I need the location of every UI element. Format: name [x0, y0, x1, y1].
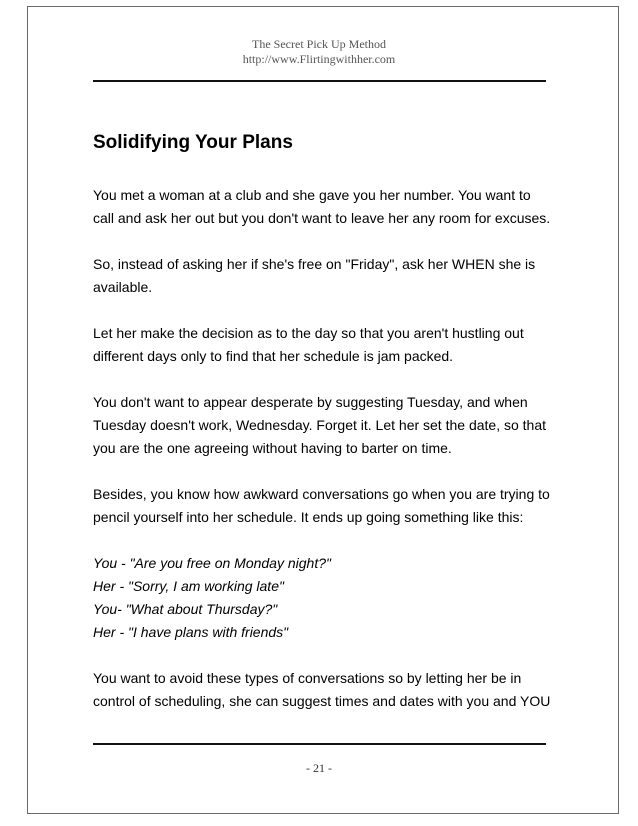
paragraph-1: You met a woman at a club and she gave you her number. You want to call and ask her out but you don't want to leave her any room for excuses. — [93, 187, 551, 226]
page-content — [93, 128, 553, 713]
closing-paragraph: You want to avoid these types of conversations so by letting her be in control of scheduling, she can suggest times and dates with you and YOU — [93, 670, 551, 709]
dialogue-line: Her - "Sorry, I am working late" — [93, 578, 284, 594]
dialogue-block — [93, 552, 553, 644]
section-heading: Solidifying Your Plans — [93, 132, 293, 153]
header-title: The Secret Pick Up Method — [252, 37, 386, 51]
footer-rule — [93, 743, 546, 745]
paragraph-4: You don't want to appear desperate by suggesting Tuesday, and when Tuesday doesn't work, Wednesday. Forget it. Let her set the date, so that you are the one agreeing without having to barter on time. — [93, 394, 546, 456]
running-header — [0, 37, 638, 67]
dialogue-line: You - "Are you free on Monday night?" — [93, 555, 331, 571]
page-number: - 21 - — [306, 761, 332, 775]
paragraph-3: Let her make the decision as to the day so that you aren't hustling out different days only to find that her schedule is jam packed. — [93, 325, 524, 364]
header-url: http://www.Flirtingwithher.com — [242, 52, 396, 66]
header-rule — [93, 80, 546, 82]
paragraph-5: Besides, you know how awkward conversations go when you are trying to pencil yourself into her schedule. It ends up going something like this: — [93, 486, 550, 525]
dialogue-line: Her - "I have plans with friends" — [93, 624, 289, 640]
dialogue-line: You- "What about Thursday?" — [93, 601, 278, 617]
paragraph-2: So, instead of asking her if she's free on "Friday", ask her WHEN she is available. — [93, 256, 536, 295]
